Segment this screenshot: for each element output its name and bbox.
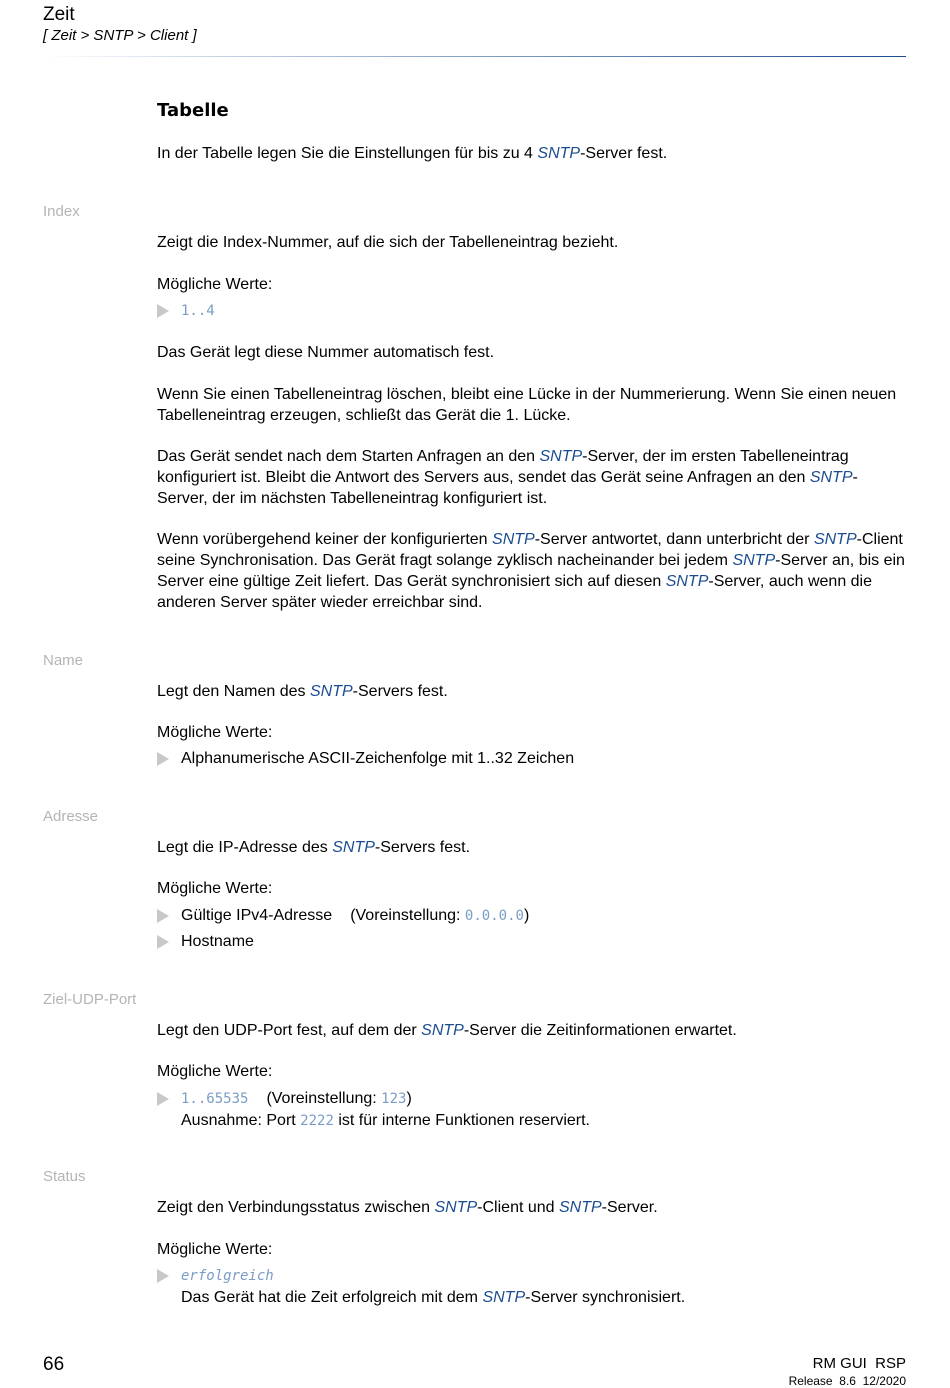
document-name: RM GUI RSP: [812, 1355, 906, 1372]
port-exception-note: Ausnahme: Port 2222 ist für interne Funktionen reserviert.: [181, 1112, 590, 1129]
index-value-item: [157, 300, 215, 322]
param-label-port: Ziel-UDP-Port: [43, 991, 137, 1008]
index-sync-note: Wenn vorübergehend keiner der konfigurierten SNTP-Server antwortet, dann unterbricht der SNTP-Client seine Synchronisation. Das Gerät fragt solange zyklisch nacheinander bei jedem SNTP-Server an, bis ein Server eine gültige Zeit liefert. Das Gerät synchronisiert sich auf diesen SNTP-Server, auch wenn die anderen Server später wieder erreichbar sind.: [157, 531, 905, 611]
param-label-name: Name: [43, 652, 84, 669]
address-value-ipv4: Gültige IPv4-Adresse (Voreinstellung: 0.0.0.0): [157, 905, 529, 927]
status-value-description: Das Gerät hat die Zeit erfolgreich mit dem SNTP-Server synchronisiert.: [181, 1289, 686, 1306]
bullet-triangle-icon: [157, 304, 169, 318]
index-gap-note: Wenn Sie einen Tabelleneintrag löschen, bleibt eine Lücke in der Nummerierung. Wenn Sie einen neuen Tabelleneintrag erzeugen, schließt das Gerät die 1. Lücke.: [157, 386, 897, 424]
param-label-status: Status: [43, 1168, 86, 1185]
port-value-item: 1..65535 (Voreinstellung: 123) Ausnahme: Port 2222 ist für interne Funktionen reserviert.: [157, 1088, 907, 1132]
name-description: Legt den Namen des SNTP-Servers fest.: [157, 683, 448, 700]
name-value-item: Alphanumerische ASCII-Zeichenfolge mit 1..32 Zeichen: [157, 748, 574, 769]
port-description: Legt den UDP-Port fest, auf dem der SNTP-Server die Zeitinformationen erwartet.: [157, 1022, 737, 1039]
port-possible-values-label: Mögliche Werte:: [157, 1063, 273, 1080]
index-description: Zeigt die Index-Nummer, auf die sich der Tabelleneintrag bezieht.: [157, 234, 619, 251]
status-value-item: erfolgreich Das Gerät hat die Zeit erfolgreich mit dem SNTP-Server synchronisiert.: [157, 1265, 907, 1308]
bullet-triangle-icon: [157, 1269, 169, 1283]
section-heading: Tabelle: [157, 100, 229, 121]
index-request-note: Das Gerät sendet nach dem Starten Anfragen an den SNTP-Server, der im ersten Tabelleneintrag konfiguriert ist. Bleibt die Antwort des Servers aus, sendet das Gerät seine Anfragen an den SNTP-Server, der im nächsten Tabelleneintrag konfiguriert ist.: [157, 448, 858, 507]
index-auto-note: Das Gerät legt diese Nummer automatisch fest.: [157, 344, 495, 361]
breadcrumb: [ Zeit > SNTP > Client ]: [43, 27, 197, 44]
page-number: 66: [43, 1354, 65, 1375]
address-description: Legt die IP-Adresse des SNTP-Servers fest.: [157, 839, 471, 856]
bullet-triangle-icon: [157, 1092, 169, 1106]
bullet-triangle-icon: [157, 935, 169, 949]
status-description: Zeigt den Verbindungsstatus zwischen SNTP-Client und SNTP-Server.: [157, 1199, 658, 1216]
bullet-triangle-icon: [157, 752, 169, 766]
param-label-address: Adresse: [43, 808, 99, 825]
param-label-index: Index: [43, 203, 80, 220]
address-possible-values-label: Mögliche Werte:: [157, 880, 273, 897]
status-possible-values-label: Mögliche Werte:: [157, 1241, 273, 1258]
section-intro: In der Tabelle legen Sie die Einstellungen für bis zu 4 SNTP-Server fest.: [157, 145, 668, 162]
index-range: 1..4: [181, 303, 215, 319]
header-divider: [43, 56, 906, 57]
index-possible-values-label: Mögliche Werte:: [157, 276, 273, 293]
release-info: Release 8.6 12/2020: [788, 1374, 906, 1388]
address-value-hostname: Hostname: [157, 931, 254, 952]
name-possible-values-label: Mögliche Werte:: [157, 724, 273, 741]
page-header-title: Zeit: [43, 4, 75, 25]
bullet-triangle-icon: [157, 909, 169, 923]
